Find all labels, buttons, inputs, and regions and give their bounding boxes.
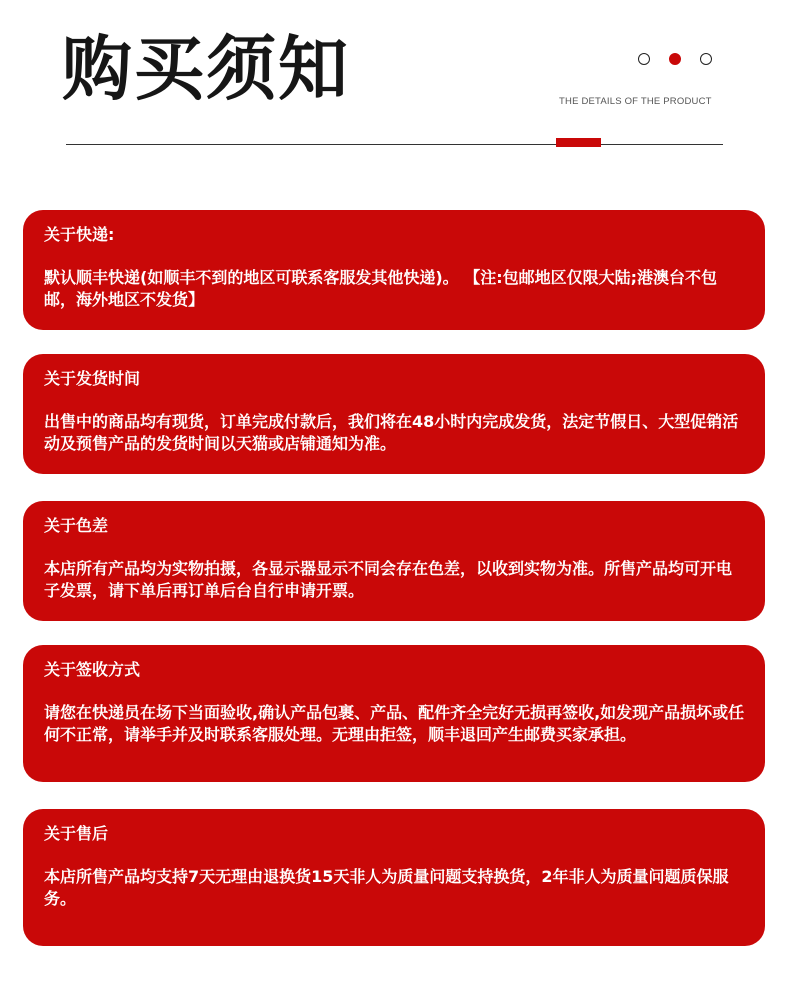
section-body: 默认顺丰快递(如顺丰不到的地区可联系客服发其他快递)。 【注:包邮地区仅限大陆;港澳台不包邮，海外地区不发货】 — [44, 268, 717, 309]
section-card-color-difference — [23, 501, 765, 621]
page-subtitle: THE DETAILS OF THE PRODUCT — [559, 96, 712, 107]
section-body: 出售中的商品均有现货，订单完成付款后，我们将在48小时内完成发货，法定节假日、大型促销活动及预售产品的发货时间以天猫或店铺通知为准。 — [44, 412, 739, 453]
section-card-delivery-acceptance — [23, 645, 765, 782]
section-card-express — [23, 210, 765, 330]
section-card-after-sales — [23, 809, 765, 946]
header-divider-accent — [556, 138, 601, 147]
section-heading: 关于色差 — [44, 516, 109, 535]
section-heading: 关于签收方式 — [44, 660, 141, 679]
section-card-shipping-time — [23, 354, 765, 474]
section-heading: 关于发货时间 — [44, 369, 141, 388]
section-heading: 关于售后 — [44, 824, 109, 843]
section-body: 本店所有产品均为实物拍摄，各显示器显示不同会存在色差，以收到实物为准。所售产品均可开电子发票，请下单后再订单后台自行申请开票。 — [44, 559, 733, 600]
page-title: 购买须知 — [62, 28, 350, 110]
pagination-dot-2-active[interactable] — [669, 53, 681, 65]
pagination-dots — [638, 53, 712, 65]
section-body: 请您在快递员在场下当面验收,确认产品包裹、产品、配件齐全完好无损再签收,如发现产品损坏或任何不正常，请举手并及时联系客服处理。无理由拒签，顺丰退回产生邮费买家承担。 — [44, 703, 745, 744]
pagination-dot-1[interactable] — [638, 53, 650, 65]
header-divider — [66, 144, 723, 145]
section-body: 本店所售产品均支持7天无理由退换货15天非人为质量问题支持换货，2年非人为质量问题质保服务。 — [44, 867, 729, 908]
pagination-dot-3[interactable] — [700, 53, 712, 65]
section-heading: 关于快递: — [44, 225, 115, 244]
